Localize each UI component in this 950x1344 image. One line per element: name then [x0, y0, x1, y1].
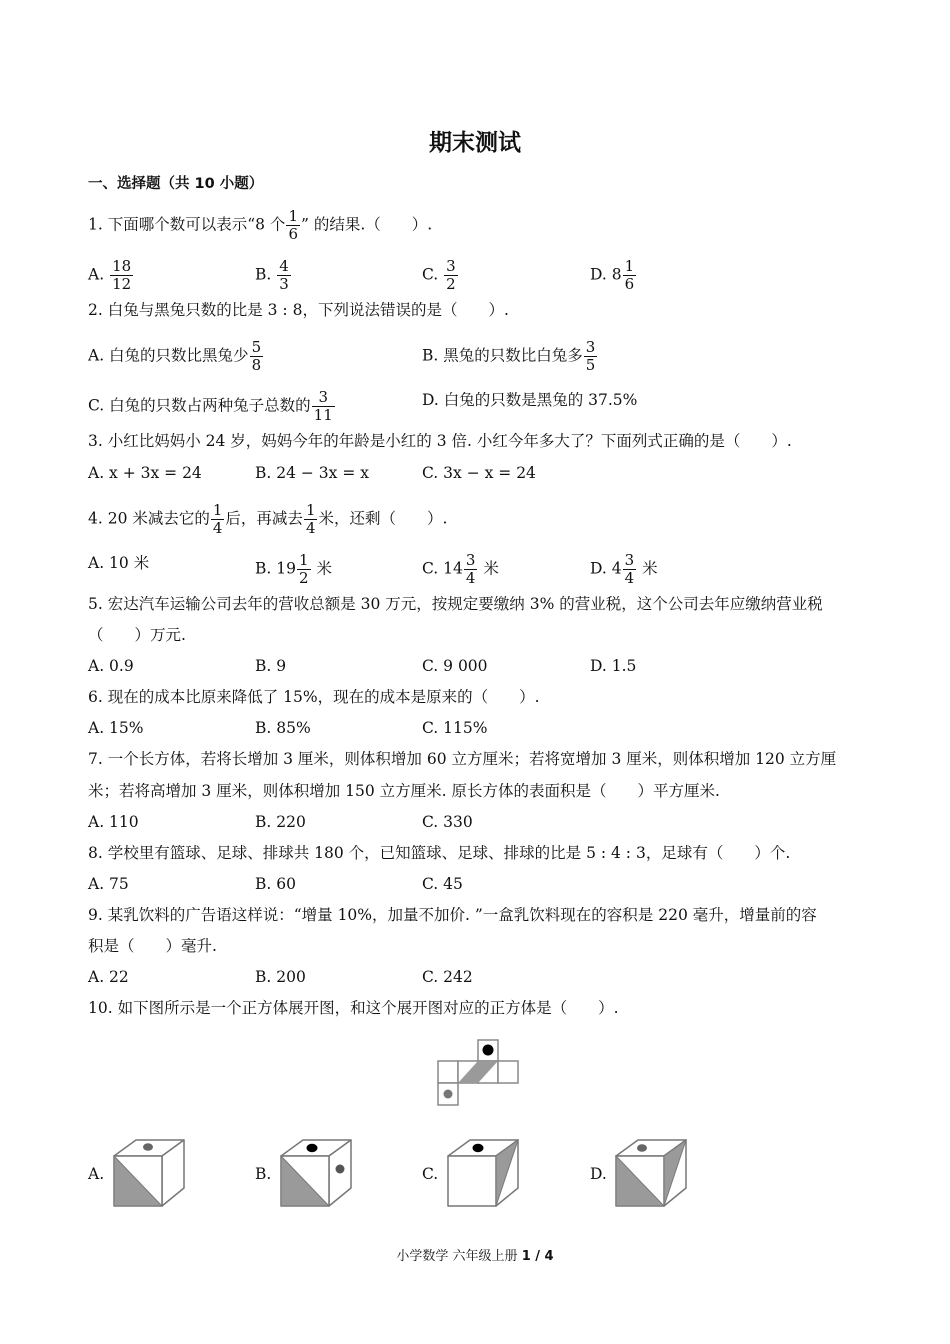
cube-net-figure	[436, 1036, 522, 1110]
q6-option-b[interactable]: B. 85%	[255, 719, 311, 737]
page-number: 1 / 4	[521, 1249, 554, 1264]
q3-option-b[interactable]: B. 24 − 3x = x	[255, 464, 369, 482]
question-9-stem-line1: 9. 某乳饮料的广告语这样说：“增量 10%，加量不加价. ”一盒乳饮料现在的容积是 220 毫升，增量前的容	[88, 906, 817, 924]
question-9-stem-line2: 积是（ ）毫升.	[88, 937, 217, 955]
q2-option-b[interactable]: B. 黑兔的只数比白兔多 $\frac{3}{5}$	[422, 338, 596, 374]
q7-option-a[interactable]: A. 110	[88, 813, 139, 831]
question-10-stem: 10. 如下图所示是一个正方体展开图，和这个展开图对应的正方体是（ ）.	[88, 999, 619, 1017]
q5-option-d[interactable]: D. 1.5	[590, 657, 637, 675]
fraction: $\frac{1}{6}$	[288, 207, 298, 243]
q5-option-c[interactable]: C. 9 000	[422, 657, 488, 675]
cube-option-c[interactable]	[444, 1136, 524, 1212]
cube-option-d[interactable]	[612, 1136, 692, 1212]
q5-option-b[interactable]: B. 9	[255, 657, 287, 675]
q5-option-a[interactable]: A. 0.9	[88, 657, 134, 675]
q4-option-a[interactable]: A. 10 米	[88, 554, 150, 572]
q9-option-a[interactable]: A. 22	[88, 968, 129, 986]
q4-option-b[interactable]: B. 19 $\frac{1}{2}$ 米	[255, 551, 332, 587]
q1-option-b[interactable]: B. $\frac{4}{3}$	[255, 257, 289, 293]
q10-option-d-label[interactable]: D.	[590, 1165, 607, 1183]
q6-option-c[interactable]: C. 115%	[422, 719, 488, 737]
q8-option-a[interactable]: A. 75	[88, 875, 129, 893]
q7-option-b[interactable]: B. 220	[255, 813, 306, 831]
q2-option-c[interactable]: C. 白兔的只数占两种兔子总数的 $\frac{3}{11}$	[88, 388, 333, 424]
q6-option-a[interactable]: A. 15%	[88, 719, 144, 737]
q8-option-b[interactable]: B. 60	[255, 875, 296, 893]
question-6-stem: 6. 现在的成本比原来降低了 15%，现在的成本是原来的（ ）.	[88, 688, 540, 706]
q3-option-a[interactable]: A. x + 3x = 24	[88, 464, 202, 482]
question-8-stem: 8. 学校里有篮球、足球、排球共 180 个，已知篮球、足球、排球的比是 5 : 4 : 3，足球有（ ）个.	[88, 844, 791, 862]
q2-option-a[interactable]: A. 白兔的只数比黑兔少 $\frac{5}{8}$	[88, 338, 262, 374]
q10-option-a-label[interactable]: A.	[88, 1165, 105, 1183]
q10-option-c-label[interactable]: C.	[422, 1165, 439, 1183]
q7-option-c[interactable]: C. 330	[422, 813, 473, 831]
footer-subject: 小学数学 六年级上册	[396, 1249, 518, 1264]
question-5-stem-line1: 5. 宏达汽车运输公司去年的营收总额是 30 万元，按规定要缴纳 3% 的营业税，这个公司去年应缴纳营业税	[88, 595, 823, 613]
section-heading: 一、选择题（共 10 小题）	[88, 176, 264, 192]
cube-option-b[interactable]	[277, 1136, 357, 1212]
q4-option-c[interactable]: C. 14 $\frac{3}{4}$ 米	[422, 551, 499, 587]
page-footer	[0, 1245, 950, 1264]
question-3-stem: 3. 小红比妈妈小 24 岁，妈妈今年的年龄是小红的 3 倍. 小红今年多大了？下面列式正确的是（ ）.	[88, 432, 792, 450]
q9-option-b[interactable]: B. 200	[255, 968, 306, 986]
question-5-stem-line2: （ ）万元.	[88, 626, 186, 644]
question-7-stem-line2: 米；若将高增加 3 厘米，则体积增加 150 立方厘米. 原长方体的表面积是（ ）平方厘米.	[88, 782, 720, 800]
question-4-stem: 4. 20 米减去它的 $\frac{1}{4}$ 后，再减去 $\frac{1}{4}$ 米，还剩（ ）.	[88, 501, 448, 537]
q10-option-b-label[interactable]: B.	[255, 1165, 272, 1183]
q1-option-c[interactable]: C. $\frac{3}{2}$	[422, 257, 456, 293]
q2-option-d[interactable]: D. 白兔的只数是黑兔的 37.5%	[422, 391, 638, 409]
q1-option-a[interactable]: A. $\frac{18}{12}$	[88, 257, 132, 293]
question-7-stem-line1: 7. 一个长方体，若将长增加 3 厘米，则体积增加 60 立方厘米；若将宽增加 3 厘米，则体积增加 120 立方厘	[88, 750, 837, 768]
question-1-stem: 1. 下面哪个数可以表示“8 个 $\frac{1}{6}$ ” 的结果.（ ）.	[88, 207, 433, 243]
q1-option-d[interactable]: D. 8 $\frac{1}{6}$	[590, 257, 635, 293]
question-2-stem: 2. 白兔与黑兔只数的比是 3 : 8，下列说法错误的是（ ）.	[88, 301, 509, 319]
q8-option-c[interactable]: C. 45	[422, 875, 463, 893]
q9-option-c[interactable]: C. 242	[422, 968, 473, 986]
q4-option-d[interactable]: D. 4 $\frac{3}{4}$ 米	[590, 551, 658, 587]
cube-option-a[interactable]	[110, 1136, 190, 1212]
q3-option-c[interactable]: C. 3x − x = 24	[422, 464, 536, 482]
page-title: 期末测试	[429, 130, 521, 156]
